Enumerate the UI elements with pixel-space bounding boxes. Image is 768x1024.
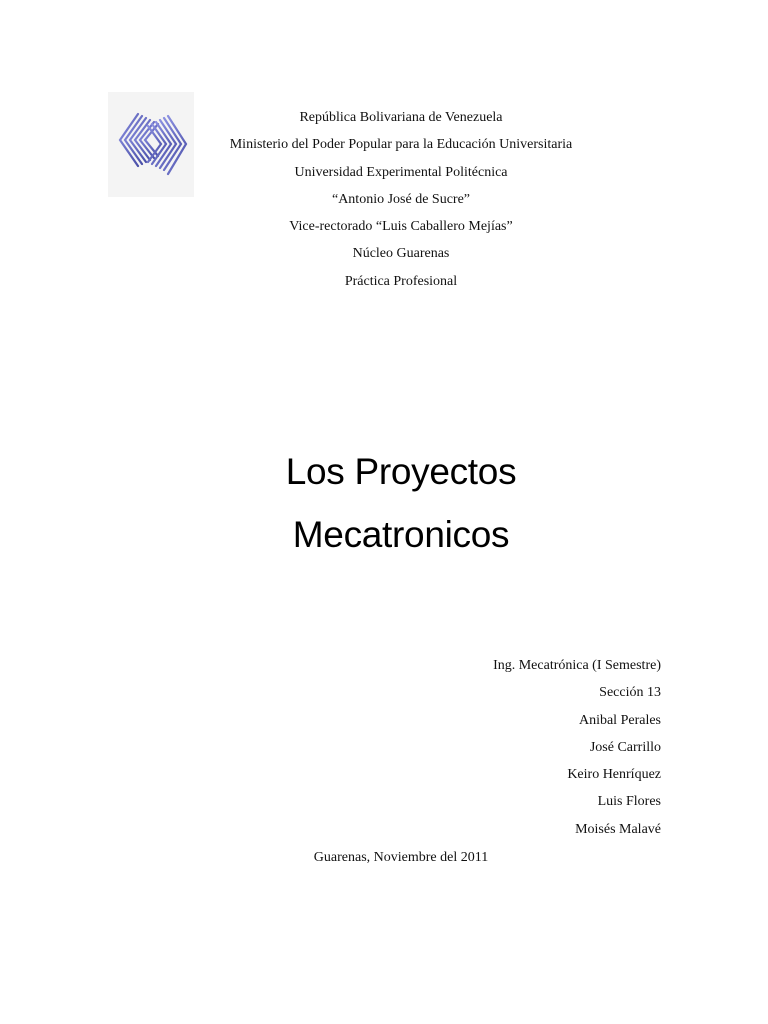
author-name: José Carrillo xyxy=(589,739,661,755)
authors-block xyxy=(361,652,661,843)
header-line-vice-rectorate: Vice-rectorado “Luis Caballero Mejías” xyxy=(289,219,513,235)
author-name: Keiro Henríquez xyxy=(567,767,661,783)
document-title xyxy=(200,440,602,566)
title-line-2: Mecatronicos xyxy=(292,514,510,555)
institution-header xyxy=(200,104,602,295)
place-and-date: Guarenas, Noviembre del 2011 xyxy=(313,850,489,865)
author-name: Luis Flores xyxy=(597,794,661,810)
university-logo-icon xyxy=(108,92,194,197)
author-name: Moisés Malavé xyxy=(575,821,661,837)
university-logo xyxy=(108,92,194,197)
header-line-republic: República Bolivariana de Venezuela xyxy=(299,110,503,125)
header-line-university-name: “Antonio José de Sucre” xyxy=(331,191,471,207)
header-line-ministry: Ministerio del Poder Popular para la Educación Universitaria xyxy=(229,137,573,153)
author-name: Anibal Perales xyxy=(578,712,661,728)
section-line: Sección 13 xyxy=(599,685,661,701)
program-line: Ing. Mecatrónica (I Semestre) xyxy=(493,658,661,673)
header-line-course: Práctica Profesional xyxy=(344,273,458,289)
header-line-campus: Núcleo Guarenas xyxy=(352,246,450,262)
title-line-1: Los Proyectos xyxy=(285,451,517,492)
header-line-university: Universidad Experimental Politécnica xyxy=(294,164,508,180)
